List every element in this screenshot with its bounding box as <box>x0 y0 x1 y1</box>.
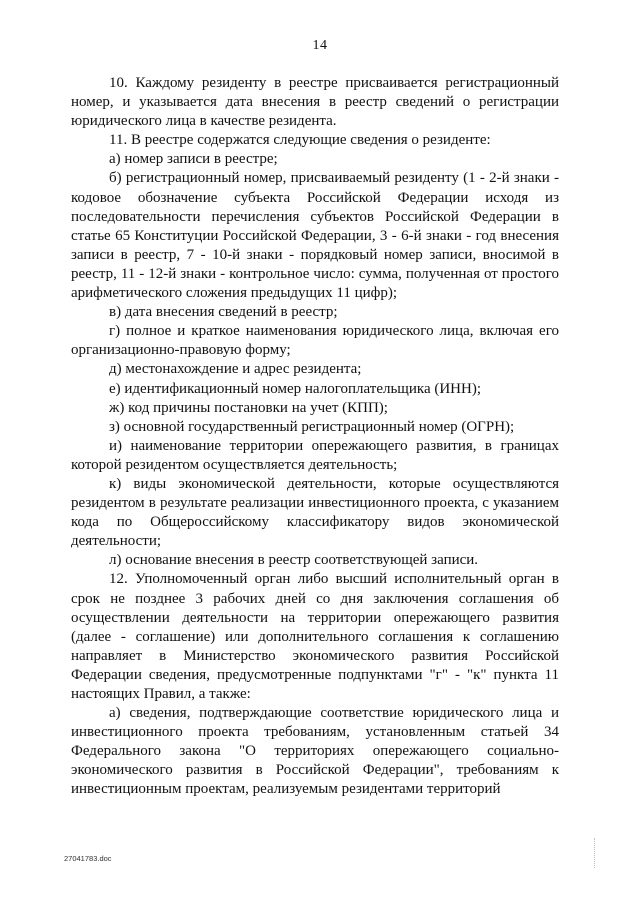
paragraph-12: 12. Уполномоченный орган либо высший исполнительный орган в срок не позднее 3 рабочих дней со дня заключения соглашения об осуществлении деятельности на территории опережающего развития (далее - соглашение) или дополнительного соглашения к соглашению направляет в Министерство экономического развития Российской Федерации сведения, предусмотренные подпунктами "г" - "к" пункта 11 настоящих Правил, а также: <box>71 571 559 702</box>
page-number: 14 <box>312 38 328 53</box>
scan-artifact <box>594 838 596 868</box>
list-item-i: и) наименование территории опережающего развития, в границах которой резидентом осуществляется деятельность; <box>71 437 559 473</box>
list-item-zh: ж) код причины постановки на учет (КПП); <box>109 399 388 416</box>
list-item-d: д) местонахождение и адрес резидента; <box>109 361 362 378</box>
list-item-l: л) основание внесения в реестр соответствующей записи. <box>109 552 479 569</box>
list-item-k: к) виды экономической деятельности, которые осуществляются резидентом в результате реализации инвестиционного проекта, с указанием кода по Общероссийскому классификатору видов экономической деятельности; <box>71 475 559 550</box>
paragraph-10: 10. Каждому резиденту в реестре присваивается регистрационный номер, и указывается дата внесения в реестр сведений о регистрации юридического лица в качестве резидента. <box>71 75 559 130</box>
list-item-v: в) дата внесения сведений в реестр; <box>109 304 338 321</box>
list-item-e: е) идентификационный номер налогоплательщика (ИНН); <box>109 380 482 397</box>
paragraph-11-intro: 11. В реестре содержатся следующие сведения о резиденте: <box>109 132 491 149</box>
list-item-z: з) основной государственный регистрационный номер (ОГРН); <box>109 418 515 435</box>
paragraph-12-item-a: а) сведения, подтверждающие соответствие юридического лица и инвестиционного проекта требованиям, установленным статьей 34 Федерального закона "О территориях опережающего социально-экономического развития в Российской Федерации", требованиям к инвестиционным проектам, реализуемым резидентами территорий <box>71 705 559 798</box>
list-item-b: б) регистрационный номер, присваиваемый резиденту (1 - 2-й знаки - кодовое обозначение субъекта Российской Федерации исходя из последовательности перечисления субъектов Российской Федерации в статье 65 Конституции Российской Федерации, 3 - 6-й знаки - год внесения записи в реестр, 7 - 10-й знаки - порядковый номер записи, вносимой в реестр, 11 - 12-й знаки - контрольное число: сумма, полученная от простого арифметического сложения предыдущих 11 цифр); <box>71 170 559 302</box>
document-body <box>71 74 559 800</box>
list-item-a: а) номер записи в реестре; <box>109 151 278 168</box>
list-item-g: г) полное и краткое наименования юридического лица, включая его организационно-правовую форму; <box>71 323 559 359</box>
footer-filename: 27041783.doc <box>64 854 112 863</box>
